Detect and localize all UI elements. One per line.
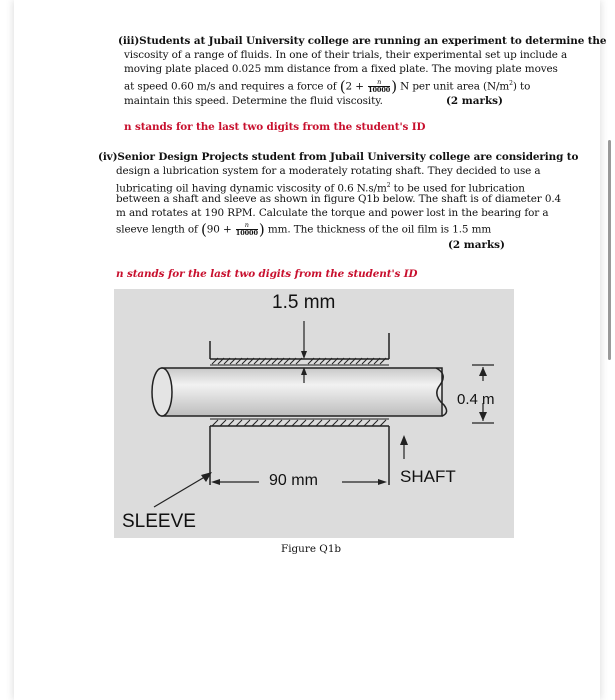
q4-line-1: (iv)Senior Design Projects student from Jubail University college are considering to [98, 151, 579, 163]
q3-line-4-c: ) to [512, 80, 531, 93]
q4-frac-den: 10000 [235, 229, 258, 237]
q3-note: n stands for the last two digits from the student's ID [124, 121, 426, 133]
q4-line-3-a: lubricating oil having dynamic viscosity of 0.6 N.s/m [116, 182, 387, 195]
q3-line-4-sup: 2 [509, 80, 513, 87]
q3-line-4-a: at speed 0.60 m/s and requires a force of [124, 80, 337, 93]
q4-frac-num: n [236, 222, 258, 230]
q3-line-4-b: N per unit area (N/m [400, 80, 510, 93]
q4-line-6-b: mm. The thickness of the oil film is 1.5 mm [267, 223, 492, 236]
q4-line-3-b: to be used for lubrication [390, 182, 525, 195]
q3-frac-den: 10000 [368, 85, 391, 94]
q4-line-4: between a shaft and sleeve as shown in figure Q1b below. The shaft is of diameter 0.4 [116, 193, 562, 205]
lower-sleeve-hatch [212, 420, 386, 426]
q3-marks: (2 marks) [446, 95, 503, 107]
q3-frac-num: n [368, 79, 390, 87]
shaft-sleeve-diagram [114, 289, 514, 538]
q3-line-2: viscosity of a range of fluids. In one of their trials, their experimental set up include a [124, 49, 568, 61]
figure-caption: Figure Q1b [281, 543, 342, 555]
diameter-label: 0.4 m [457, 391, 495, 408]
shaft-body [162, 368, 442, 416]
q4-line-3-sup: 2 [386, 182, 391, 189]
q3-frac-whole: 2 + [345, 80, 364, 93]
q4-fraction [236, 222, 258, 237]
q3-line-3: moving plate placed 0.025 mm distance from a fixed plate. The moving plate moves [124, 63, 558, 75]
q4-line-6-a: sleeve length of [116, 223, 198, 236]
sleeve-label: SLEEVE [122, 511, 196, 532]
q4-line-2: design a lubrication system for a moderately rotating shaft. They decided to use a [116, 165, 541, 177]
q3-fraction [368, 79, 390, 94]
q4-line-5: m and rotates at 190 RPM. Calculate the torque and power lost in the bearing for a [116, 207, 549, 219]
shaft-left-end [152, 368, 172, 416]
q3-line-1: (iii)Students at Jubail University college are running an experiment to determine the [118, 35, 607, 47]
q4-frac-whole: 90 + [206, 223, 232, 236]
length-label: 90 mm [269, 472, 318, 489]
gap-label: 1.5 mm [272, 292, 336, 313]
scrollbar[interactable] [608, 140, 611, 360]
figure-q1b [114, 289, 514, 538]
q4-marks: (2 marks) [448, 239, 505, 251]
q3-line-4: at speed 0.60 m/s and requires a force of (2 + $\frac{n}{10000}$ ) N per unit area $(N/m^2)$ to [124, 77, 531, 96]
shaft-label: SHAFT [400, 467, 456, 486]
q4-line-6: sleeve length of (90 + $\frac{n}{10000}$ ) mm. The thickness of the oil film is 1.5 mm [116, 220, 492, 239]
q3-line-5: maintain this speed. Determine the fluid viscosity. [124, 95, 383, 107]
q4-note: n stands for the last two digits from the student's ID [116, 268, 418, 280]
